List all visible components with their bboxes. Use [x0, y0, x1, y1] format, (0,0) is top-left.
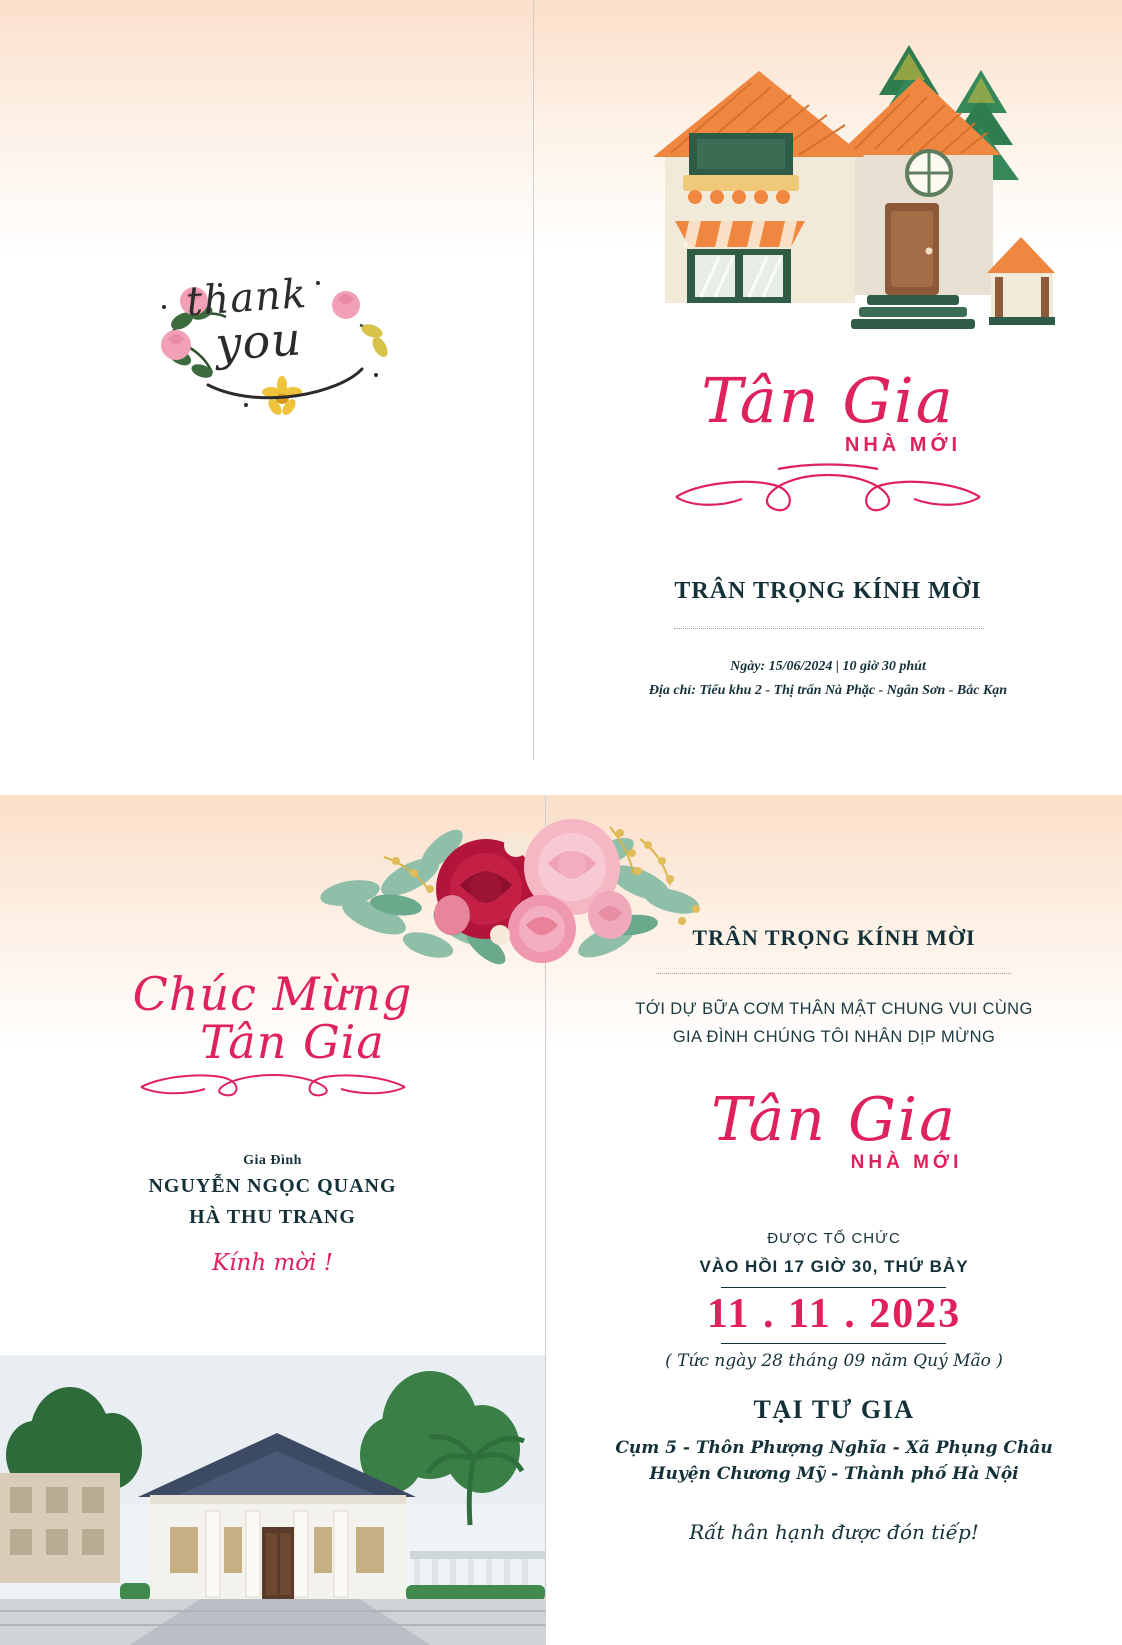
event-date-line: Ngày: 15/06/2024 | 10 giờ 30 phút — [730, 659, 926, 674]
event-address-line: Địa chỉ: Tiểu khu 2 - Thị trấn Nà Phặc - Ngân Sơn - Bắc Kạn — [648, 682, 1008, 698]
thank-you-artwork — [150, 265, 390, 425]
org-label: ĐƯỢC TỔ CHỨC — [767, 1230, 901, 1247]
lunar-date: ( Tức ngày 28 tháng 09 năm Quý Mão ) — [665, 1351, 1003, 1371]
invitation-card-bottom — [0, 795, 1122, 1645]
tan-gia-script: Tân Gia — [711, 1085, 957, 1155]
intro-line-2: GIA ĐÌNH CHÚNG TÔI NHÂN DỊP MỪNG — [672, 1028, 996, 1047]
top-left-panel — [0, 0, 534, 760]
intro-lines — [546, 995, 1122, 1051]
event-details — [534, 655, 1122, 703]
family-name-2: HÀ THU TRANG — [189, 1206, 356, 1228]
address-line-2: Huyện Chương Mỹ - Thành phố Hà Nội — [649, 1464, 1019, 1485]
invitation-card-top — [0, 0, 1122, 760]
event-date: 11 . 11 . 2023 — [706, 1291, 962, 1337]
tan-gia-script: Tân Gia — [701, 364, 955, 437]
address-line-1: Cụm 5 - Thôn Phượng Nghĩa - Xã Phụng Châu — [615, 1438, 1053, 1458]
top-right-panel — [534, 0, 1122, 760]
chuc-mung-script-line2: Tân Gia — [200, 1015, 385, 1070]
family-name-1: NGUYỄN NGỌC QUANG — [148, 1175, 397, 1197]
bottom-right-panel — [546, 795, 1122, 1645]
thank-you-text — [185, 271, 312, 373]
org-time: VÀO HỒI 17 GIỜ 30, THỨ BẢY — [699, 1257, 969, 1276]
venue-title: TẠI TƯ GIA — [753, 1395, 915, 1424]
family-label: Gia Đình — [243, 1153, 302, 1168]
tan-gia-title-block — [546, 1085, 1122, 1174]
kinh-moi-script: Kính mời ! — [211, 1250, 334, 1276]
thank-you-line2: you — [213, 311, 304, 372]
intro-line-1: TỚI DỰ BỮA CƠM THÂN MẬT CHUNG VUI CÙNG — [635, 1000, 1033, 1018]
bottom-left-panel — [0, 795, 546, 1645]
flourish-ornament-icon — [658, 461, 998, 521]
villa-illustration-icon — [0, 1355, 545, 1645]
nha-moi-subtitle: NHÀ MỚI — [850, 1152, 963, 1173]
family-block — [0, 1153, 545, 1231]
top-right-title-block — [534, 364, 1122, 526]
venue-address — [546, 1435, 1122, 1488]
date-rule-top — [721, 1287, 946, 1288]
house-illustration-icon — [609, 25, 1069, 355]
divider-dotted — [674, 628, 984, 629]
thank-you-line1: thank — [184, 270, 309, 326]
divider-dotted — [656, 973, 1011, 974]
invite-heading: TRÂN TRỌNG KÍNH MỜI — [692, 925, 976, 950]
chuc-mung-title-block — [0, 967, 545, 1106]
invite-heading: TRÂN TRỌNG KÍNH MỜI — [674, 578, 982, 604]
date-rule-bottom — [721, 1343, 946, 1344]
flourish-ornament-icon — [133, 1067, 413, 1101]
welcome-message: Rất hân hạnh được đón tiếp! — [689, 1520, 979, 1544]
organization-block — [546, 1225, 1122, 1283]
chuc-mung-script-line1: Chúc Mừng — [132, 967, 413, 1021]
villa-photo-artwork — [0, 1355, 545, 1645]
nha-moi-subtitle: NHÀ MỚI — [844, 434, 962, 456]
